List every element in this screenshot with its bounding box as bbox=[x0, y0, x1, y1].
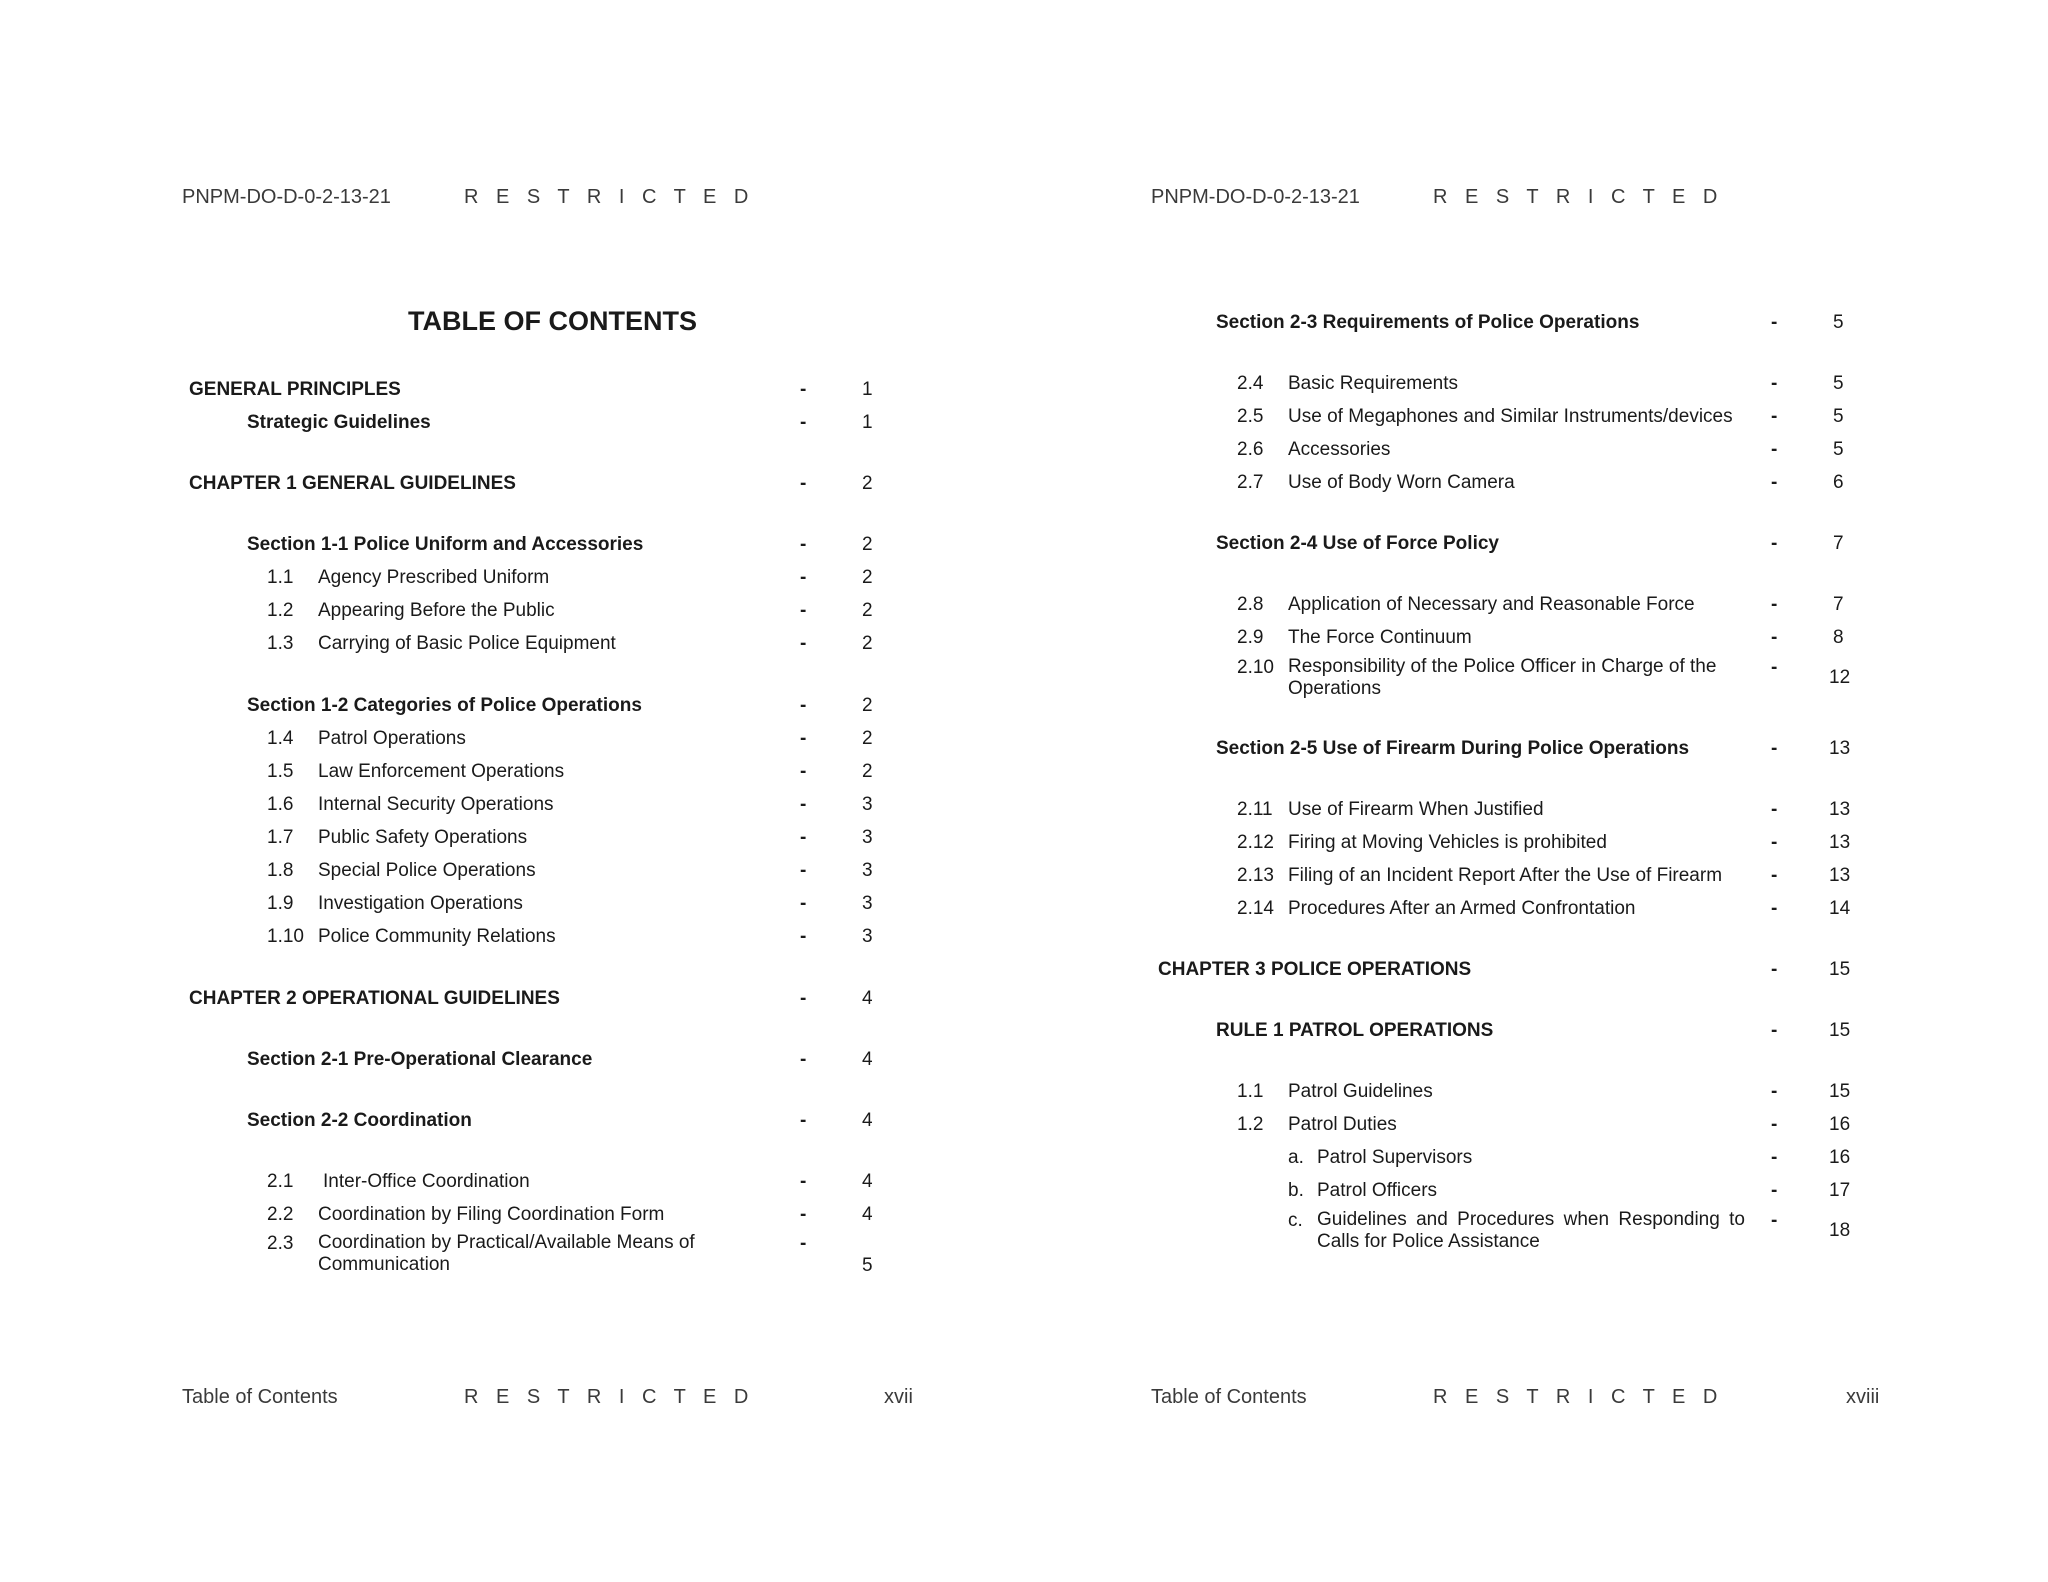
toc-entry[interactable] bbox=[0, 1146, 2048, 1179]
toc-entry-dash: - bbox=[800, 1110, 807, 1131]
toc-entry-dash: - bbox=[800, 794, 807, 815]
toc-entry-number: 2.13 bbox=[1237, 865, 1274, 886]
toc-entry-page: 3 bbox=[862, 794, 873, 815]
toc-entry-dash: - bbox=[1771, 406, 1778, 427]
toc-entry-number: 2.9 bbox=[1237, 627, 1264, 648]
toc-entry-dash: - bbox=[1771, 594, 1778, 615]
toc-entry-page: 15 bbox=[1829, 1081, 1851, 1102]
toc-entry-text: Patrol Operations bbox=[318, 728, 466, 749]
toc-entry-dash: - bbox=[1771, 832, 1778, 853]
toc-entry-dash: - bbox=[1771, 1020, 1778, 1041]
toc-entry-text: Appearing Before the Public bbox=[318, 600, 555, 621]
toc-entry-dash: - bbox=[800, 860, 807, 881]
toc-entry-number: 1.2 bbox=[1237, 1114, 1264, 1135]
toc-entry-dash: - bbox=[1771, 1114, 1778, 1135]
toc-entry-text: Responsibility of the Police Officer in Charge of the Operations bbox=[1288, 656, 1717, 699]
toc-entry-text: Use of Body Worn Camera bbox=[1288, 472, 1515, 493]
toc-entry-text: Investigation Operations bbox=[318, 893, 523, 914]
toc-entry-dash: - bbox=[800, 534, 807, 555]
toc-entry-number: 2.14 bbox=[1237, 898, 1274, 919]
toc-entry-page: 3 bbox=[862, 827, 873, 848]
toc-entry-page: 2 bbox=[862, 695, 873, 716]
toc-entry[interactable] bbox=[0, 311, 2048, 344]
toc-entry-number: 1.6 bbox=[267, 794, 294, 815]
toc-entry-page: 5 bbox=[1833, 406, 1844, 427]
toc-entry-page: 1 bbox=[862, 379, 873, 400]
toc-entry[interactable] bbox=[0, 656, 2048, 706]
toc-entry-page: 13 bbox=[1829, 738, 1851, 759]
toc-entry-dash: - bbox=[800, 926, 807, 947]
toc-entry-text: Accessories bbox=[1288, 439, 1391, 460]
toc-entry[interactable] bbox=[0, 897, 2048, 930]
toc-entry-dash: - bbox=[800, 1204, 807, 1225]
toc-entry[interactable] bbox=[0, 372, 2048, 405]
toc-entry-dash: - bbox=[1771, 799, 1778, 820]
toc-entry-number: 1.2 bbox=[267, 600, 294, 621]
toc-entry-page: 16 bbox=[1829, 1147, 1851, 1168]
footer-label: Table of Contents bbox=[1151, 1386, 1307, 1408]
toc-entry-page: 17 bbox=[1829, 1180, 1851, 1201]
toc-entry-number: a. bbox=[1288, 1147, 1304, 1168]
toc-entry-page: 8 bbox=[1833, 627, 1844, 648]
header-classification: R E S T R I C T E D bbox=[464, 186, 755, 208]
toc-entry-dash: - bbox=[1771, 312, 1778, 333]
toc-entry-dash: - bbox=[1771, 657, 1778, 678]
toc-entry-page: 4 bbox=[862, 1204, 873, 1225]
toc-entry-number: 1.1 bbox=[267, 567, 294, 588]
toc-entry[interactable] bbox=[0, 532, 2048, 565]
toc-entry-text: Section 1-2 Categories of Police Operations bbox=[247, 695, 642, 716]
toc-entry-number: 2.12 bbox=[1237, 832, 1274, 853]
toc-entry[interactable] bbox=[0, 1113, 2048, 1146]
toc-entry-text: Inter-Office Coordination bbox=[323, 1171, 530, 1192]
toc-entry-dash: - bbox=[800, 473, 807, 494]
toc-entry-number: 2.2 bbox=[267, 1204, 294, 1225]
toc-entry-page: 3 bbox=[862, 893, 873, 914]
toc-entry-page: 5 bbox=[1833, 439, 1844, 460]
toc-entry-dash: - bbox=[1771, 1147, 1778, 1168]
toc-entry-text: Patrol Supervisors bbox=[1317, 1147, 1473, 1168]
toc-entry-dash: - bbox=[800, 695, 807, 716]
toc-entry-dash: - bbox=[1771, 865, 1778, 886]
toc-entry-text: Use of Megaphones and Similar Instruments/devices bbox=[1288, 406, 1733, 427]
toc-entry-text: Special Police Operations bbox=[318, 860, 536, 881]
toc-entry-dash: - bbox=[1771, 959, 1778, 980]
toc-entry-dash: - bbox=[800, 1233, 807, 1254]
toc-entry-page: 6 bbox=[1833, 472, 1844, 493]
toc-entry-number: 1.9 bbox=[267, 893, 294, 914]
toc-entry-page: 4 bbox=[862, 988, 873, 1009]
footer-label: Table of Contents bbox=[182, 1386, 338, 1408]
toc-entry-text: RULE 1 PATROL OPERATIONS bbox=[1216, 1020, 1494, 1041]
toc-entry-page: 13 bbox=[1829, 865, 1851, 886]
toc-entry[interactable] bbox=[0, 1179, 2048, 1212]
toc-entry-text: Filing of an Incident Report After the Use of Firearm bbox=[1288, 865, 1723, 886]
toc-entry-text: The Force Continuum bbox=[1288, 627, 1472, 648]
toc-entry-text: Firing at Moving Vehicles is prohibited bbox=[1288, 832, 1607, 853]
toc-entry[interactable] bbox=[0, 438, 2048, 471]
toc-entry-text: CHAPTER 1 GENERAL GUIDELINES bbox=[189, 473, 516, 494]
toc-entry-dash: - bbox=[1771, 738, 1778, 759]
toc-entry-text: Coordination by Practical/Available Means of Communication bbox=[318, 1232, 695, 1275]
toc-entry-dash: - bbox=[800, 893, 807, 914]
toc-entry-text: Procedures After an Armed Confrontation bbox=[1288, 898, 1636, 919]
toc-entry-dash: - bbox=[800, 567, 807, 588]
toc-entry-number: 2.1 bbox=[267, 1171, 294, 1192]
toc-entry-dash: - bbox=[800, 728, 807, 749]
toc-entry-page: 4 bbox=[862, 1049, 873, 1070]
toc-entry-dash: - bbox=[800, 1049, 807, 1070]
page-number: xvii bbox=[884, 1386, 913, 1408]
header-classification: R E S T R I C T E D bbox=[1433, 186, 1724, 208]
toc-entry-dash: - bbox=[1771, 439, 1778, 460]
header-doc-code: PNPM-DO-D-0-2-13-21 bbox=[1151, 186, 1360, 208]
toc-entry-text: Section 2-4 Use of Force Policy bbox=[1216, 533, 1499, 554]
toc-entry-text: Section 2-5 Use of Firearm During Police Operations bbox=[1216, 738, 1690, 759]
toc-entry-page: 13 bbox=[1829, 799, 1851, 820]
toc-entry-text: Guidelines and Procedures when Responding to Calls for Police Assistance bbox=[1317, 1209, 1745, 1252]
toc-entry-number: b. bbox=[1288, 1180, 1304, 1201]
toc-entry[interactable] bbox=[0, 798, 2048, 831]
toc-entry-page: 2 bbox=[862, 473, 873, 494]
toc-entry-page: 2 bbox=[862, 633, 873, 654]
toc-entry-number: 1.5 bbox=[267, 761, 294, 782]
toc-entry[interactable] bbox=[0, 405, 2048, 438]
toc-entry-page: 3 bbox=[862, 926, 873, 947]
toc-entry[interactable] bbox=[0, 593, 2048, 626]
toc-entry-page: 2 bbox=[862, 728, 873, 749]
toc-entry-page: 4 bbox=[862, 1171, 873, 1192]
toc-entry-number: 2.11 bbox=[1237, 799, 1273, 820]
toc-entry-page: 12 bbox=[1829, 667, 1851, 688]
toc-entry-dash: - bbox=[800, 412, 807, 433]
toc-entry[interactable] bbox=[0, 831, 2048, 864]
toc-entry-text: Patrol Officers bbox=[1317, 1180, 1438, 1201]
toc-entry[interactable] bbox=[0, 471, 2048, 504]
toc-entry-page: 5 bbox=[862, 1255, 873, 1276]
toc-entry-text: CHAPTER 2 OPERATIONAL GUIDELINES bbox=[189, 988, 560, 1009]
toc-entry-text: GENERAL PRINCIPLES bbox=[189, 379, 401, 400]
toc-entry-page: 15 bbox=[1829, 959, 1851, 980]
toc-entry-page: 3 bbox=[862, 860, 873, 881]
toc-entry-text: Basic Requirements bbox=[1288, 373, 1459, 394]
toc-entry-page: 7 bbox=[1833, 594, 1844, 615]
toc-entry-text: Strategic Guidelines bbox=[247, 412, 431, 433]
toc-entry-dash: - bbox=[1771, 533, 1778, 554]
page-title: TABLE OF CONTENTS bbox=[408, 306, 697, 336]
toc-entry-dash: - bbox=[800, 761, 807, 782]
toc-entry-dash: - bbox=[800, 633, 807, 654]
toc-entry-page: 2 bbox=[862, 600, 873, 621]
toc-entry-number: 2.5 bbox=[1237, 406, 1264, 427]
toc-entry-dash: - bbox=[800, 600, 807, 621]
toc-entry-text: Patrol Guidelines bbox=[1288, 1081, 1433, 1102]
toc-entry-text: Public Safety Operations bbox=[318, 827, 528, 848]
toc-entry-dash: - bbox=[1771, 1210, 1778, 1231]
toc-entry-page: 1 bbox=[862, 412, 873, 433]
toc-entry-number: 2.8 bbox=[1237, 594, 1264, 615]
toc-entry-page: 5 bbox=[1833, 373, 1844, 394]
toc-entry-page: 2 bbox=[862, 567, 873, 588]
toc-entry-number: 1.1 bbox=[1237, 1081, 1264, 1102]
toc-entry-text: Application of Necessary and Reasonable Force bbox=[1288, 594, 1695, 615]
toc-entry-text: Section 1-1 Police Uniform and Accessories bbox=[247, 534, 644, 555]
toc-entry-number: 1.8 bbox=[267, 860, 294, 881]
toc-entry-text: Section 2-3 Requirements of Police Operations bbox=[1216, 312, 1640, 333]
toc-entry-dash: - bbox=[1771, 1081, 1778, 1102]
toc-entry-page: 2 bbox=[862, 761, 873, 782]
toc-entry-page: 18 bbox=[1829, 1220, 1851, 1241]
toc-entry-text: Police Community Relations bbox=[318, 926, 556, 947]
toc-entry-page: 4 bbox=[862, 1110, 873, 1131]
toc-entry-text: Section 2-1 Pre-Operational Clearance bbox=[247, 1049, 593, 1070]
toc-entry-dash: - bbox=[800, 827, 807, 848]
header-doc-code: PNPM-DO-D-0-2-13-21 bbox=[182, 186, 391, 208]
toc-entry-text: Coordination by Filing Coordination Form bbox=[318, 1204, 665, 1225]
toc-entry-dash: - bbox=[800, 379, 807, 400]
toc-entry-dash: - bbox=[1771, 1180, 1778, 1201]
toc-entry-text: Section 2-2 Coordination bbox=[247, 1110, 472, 1131]
toc-entry-text: Patrol Duties bbox=[1288, 1114, 1397, 1135]
toc-entry-page: 2 bbox=[862, 534, 873, 555]
toc-entry-dash: - bbox=[1771, 898, 1778, 919]
toc-entry-page: 13 bbox=[1829, 832, 1851, 853]
toc-entry-number: 2.4 bbox=[1237, 373, 1264, 394]
toc-entry-number: 2.10 bbox=[1237, 657, 1274, 678]
toc-entry-number: 1.10 bbox=[267, 926, 304, 947]
toc-entry-page: 16 bbox=[1829, 1114, 1851, 1135]
toc-entry-dash: - bbox=[800, 1171, 807, 1192]
toc-entry-text: Carrying of Basic Police Equipment bbox=[318, 633, 616, 654]
toc-entry-page: 14 bbox=[1829, 898, 1851, 919]
toc-entry-number: 1.4 bbox=[267, 728, 294, 749]
toc-entry-text: Agency Prescribed Uniform bbox=[318, 567, 550, 588]
toc-entry-dash: - bbox=[1771, 472, 1778, 493]
toc-entry[interactable] bbox=[0, 1209, 2048, 1259]
toc-entry[interactable] bbox=[0, 1080, 2048, 1113]
toc-entry-text: Internal Security Operations bbox=[318, 794, 554, 815]
toc-entry-dash: - bbox=[800, 988, 807, 1009]
footer-classification: R E S T R I C T E D bbox=[1433, 1386, 1724, 1408]
toc-entry-dash: - bbox=[1771, 373, 1778, 394]
toc-entry-text: Use of Firearm When Justified bbox=[1288, 799, 1544, 820]
toc-entry-number: 2.7 bbox=[1237, 472, 1264, 493]
toc-entry-page: 15 bbox=[1829, 1020, 1851, 1041]
toc-entry-number: c. bbox=[1288, 1210, 1303, 1231]
toc-entry[interactable] bbox=[0, 864, 2048, 897]
toc-entry[interactable] bbox=[0, 626, 2048, 659]
toc-entry-number: 1.7 bbox=[267, 827, 294, 848]
toc-entry-text: Law Enforcement Operations bbox=[318, 761, 565, 782]
toc-entry-text: CHAPTER 3 POLICE OPERATIONS bbox=[1158, 959, 1472, 980]
toc-entry-page: 7 bbox=[1833, 533, 1844, 554]
toc-entry-dash: - bbox=[1771, 627, 1778, 648]
footer-classification: R E S T R I C T E D bbox=[464, 1386, 755, 1408]
toc-entry-page: 5 bbox=[1833, 312, 1844, 333]
toc-entry-number: 1.3 bbox=[267, 633, 294, 654]
toc-entry-number: 2.3 bbox=[267, 1233, 294, 1254]
toc-entry-number: 2.6 bbox=[1237, 439, 1264, 460]
page-number: xviii bbox=[1846, 1386, 1880, 1408]
toc-entry[interactable] bbox=[0, 958, 2048, 991]
toc-entry[interactable] bbox=[0, 737, 2048, 770]
toc-entry[interactable] bbox=[0, 1019, 2048, 1052]
